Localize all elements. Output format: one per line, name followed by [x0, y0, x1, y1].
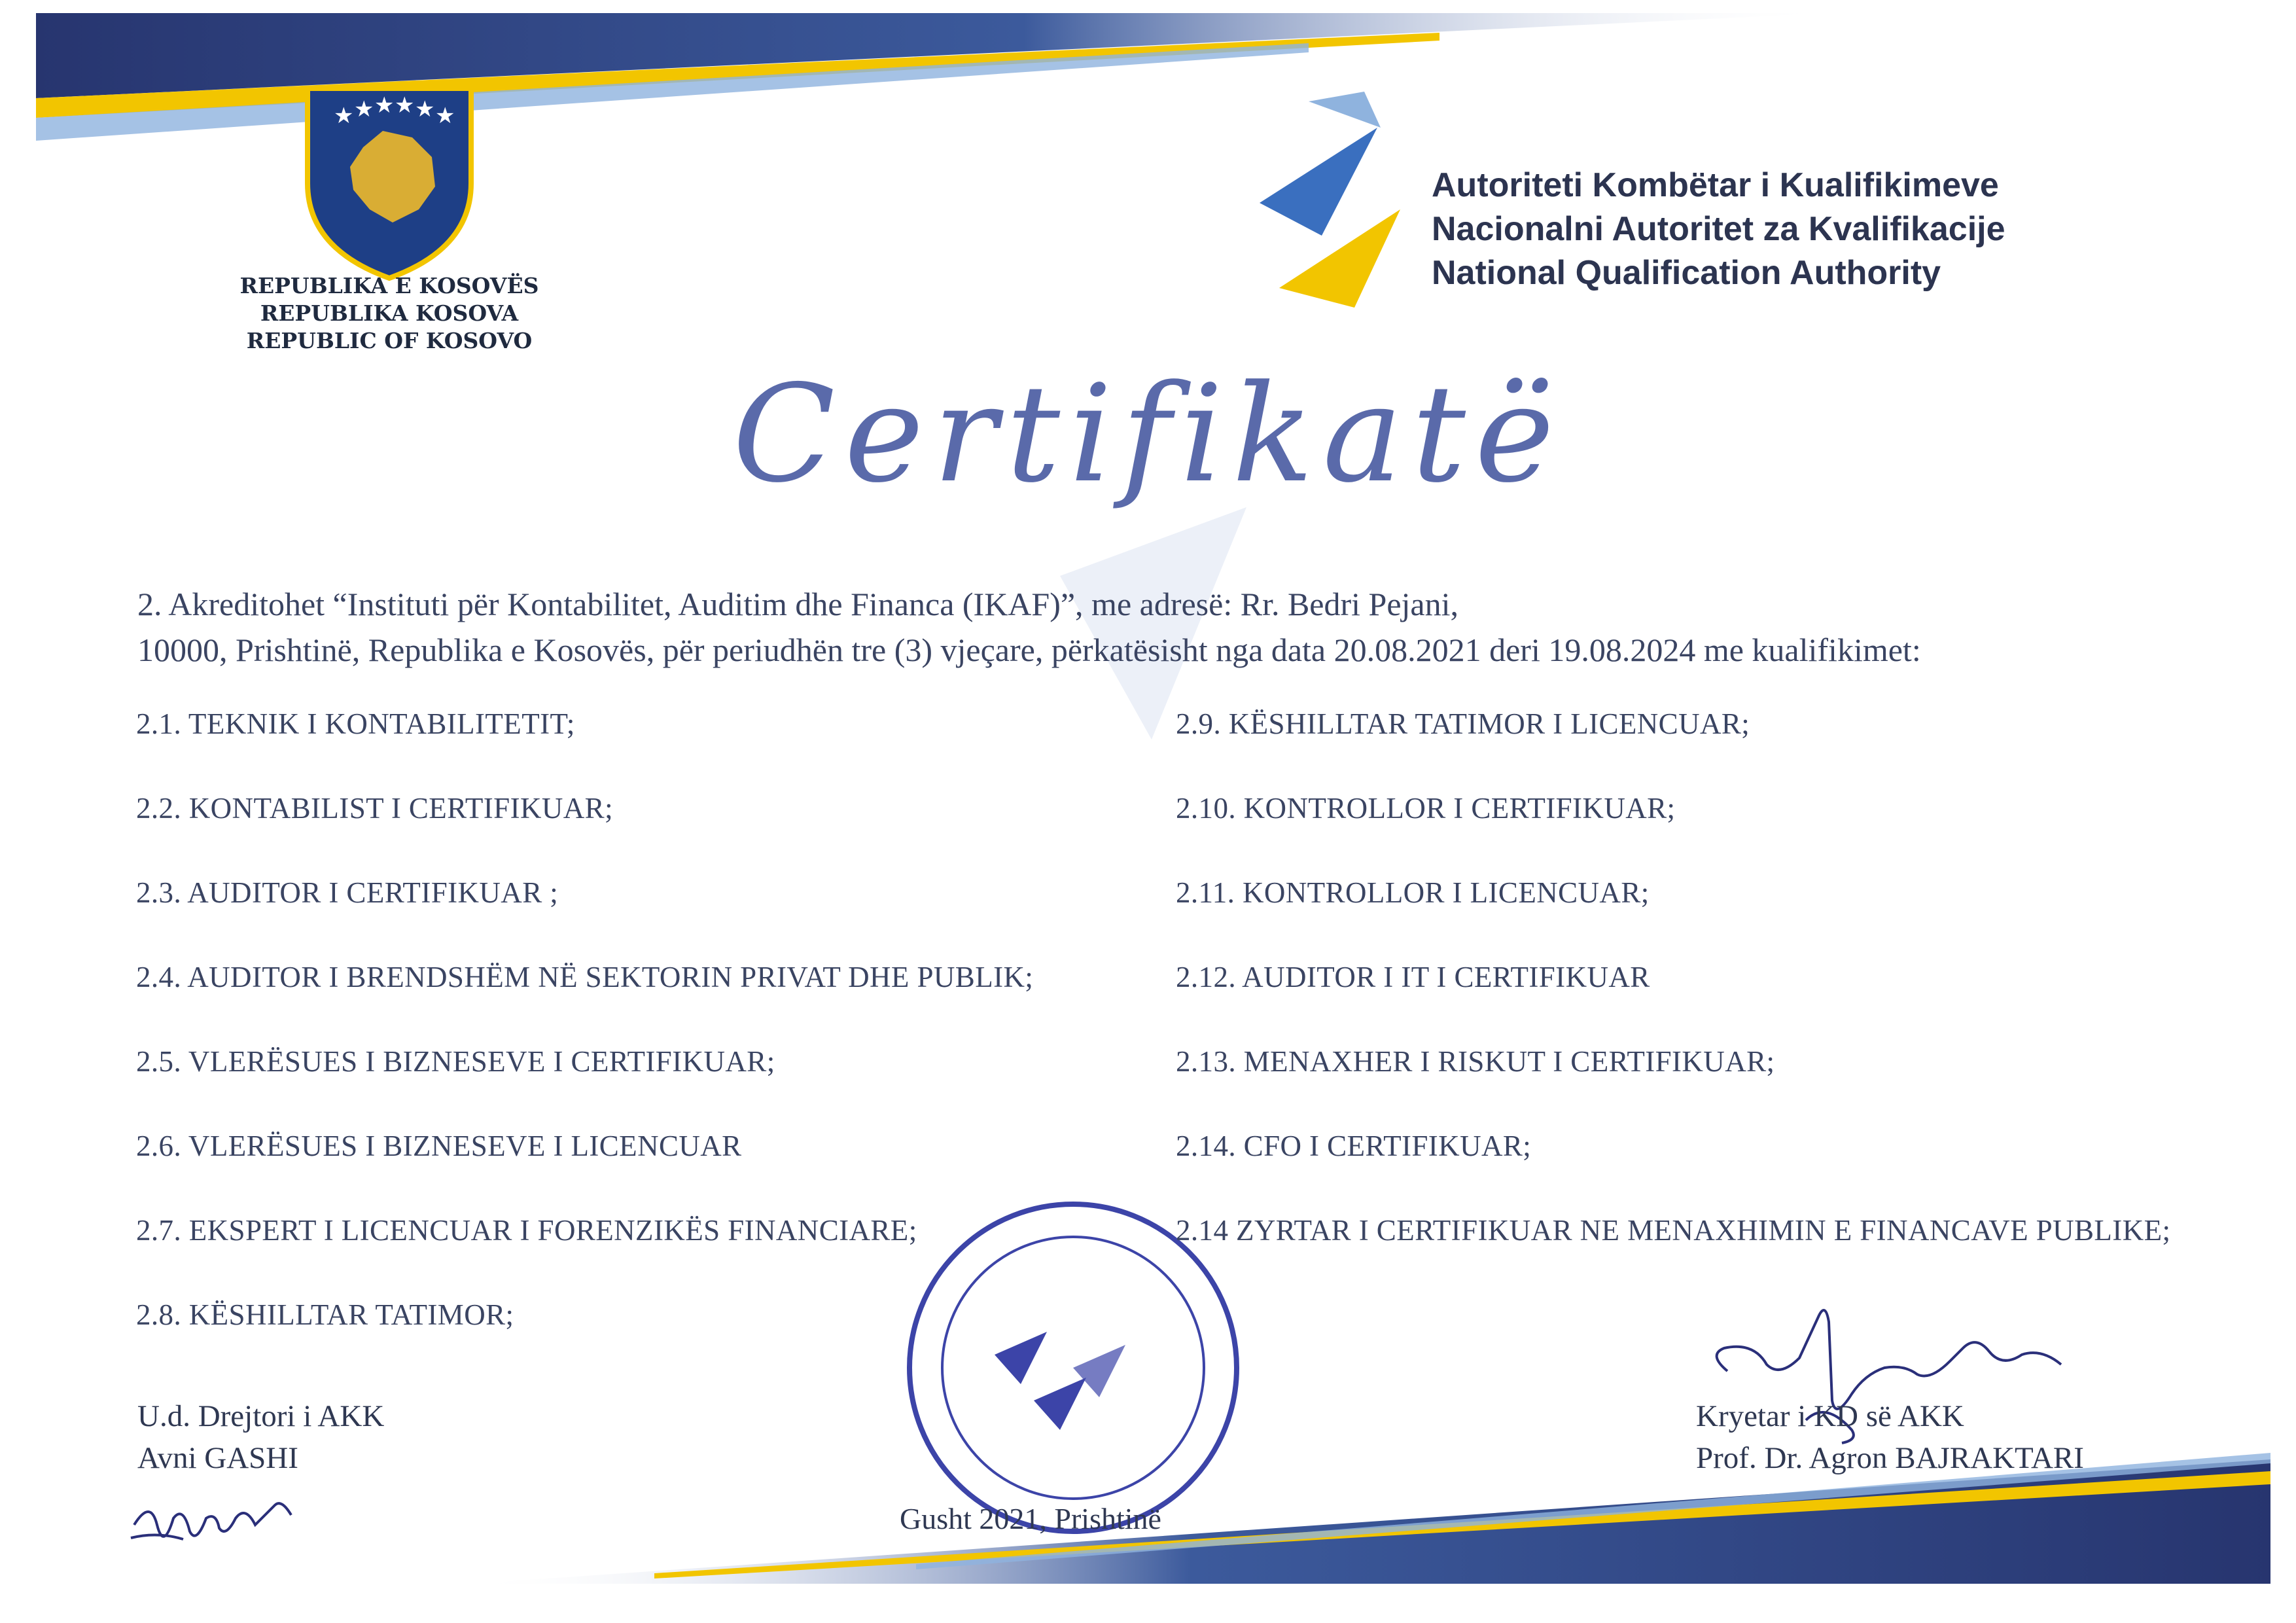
issue-date-place: Gusht 2021, Prishtinë	[900, 1502, 1161, 1535]
signatory-right-name: Prof. Dr. Agron BAJRAKTARI	[1696, 1441, 2084, 1475]
qualification-item: 2.4. AUDITOR I BRENDSHËM NË SEKTORIN PRIVAT DHE PUBLIK;	[136, 961, 1034, 993]
qualification-item: 2.13. MENAXHER I RISKUT I CERTIFIKUAR;	[1176, 1045, 1775, 1078]
qualification-item: 2.9. KËSHILLTAR TATIMOR I LICENCUAR;	[1176, 707, 1750, 740]
svg-text:★: ★	[354, 96, 374, 122]
authority-name-sq: Autoriteti Kombëtar i Kualifikimeve	[1432, 166, 1999, 204]
coat-of-arms-icon	[308, 88, 471, 278]
country-name-block	[216, 272, 563, 355]
country-name-sr: REPUBLIKA KOSOVA	[260, 300, 519, 326]
statement-line-1: 2. Akreditohet “Instituti për Kontabilitet, Auditim dhe Financa (IKAF)”, me adresë: Rr. Bedri Pejani,	[137, 586, 1459, 622]
signatory-right-role: Kryetar i KD së AKK	[1696, 1399, 1964, 1433]
country-name-sq: REPUBLIKA E KOSOVËS	[239, 273, 539, 298]
statement-line-2: 10000, Prishtinë, Republika e Kosovës, për periudhën tre (3) vjeçare, përkatësisht nga data 20.08.2021 deri 19.08.2024 me kualifikimet:	[137, 632, 1921, 668]
signatory-left	[137, 1395, 384, 1479]
authority-name-block	[1432, 164, 2005, 295]
accreditation-statement	[137, 581, 2231, 673]
qualification-item: 2.8. KËSHILLTAR TATIMOR;	[136, 1298, 514, 1331]
qualification-item: 2.11. KONTROLLOR I LICENCUAR;	[1176, 876, 1650, 909]
signatory-left-name: Avni GASHI	[137, 1441, 298, 1475]
svg-text:★: ★	[435, 103, 455, 129]
qualification-item: 2.5. VLERËSUES I BIZNESEVE I CERTIFIKUAR;	[136, 1045, 775, 1078]
authority-name-en: National Qualification Authority	[1432, 254, 1941, 292]
svg-text:★: ★	[395, 92, 415, 118]
certificate-title: Certifikatë	[732, 357, 1564, 512]
svg-text:★: ★	[374, 92, 395, 118]
qualification-item: 2.2. KONTABILIST I CERTIFIKUAR;	[136, 792, 613, 825]
qualification-item: 2.3. AUDITOR I CERTIFIKUAR ;	[136, 876, 559, 909]
qualification-item: 2.6. VLERËSUES I BIZNESEVE I LICENCUAR	[136, 1130, 742, 1162]
qualification-list-left	[136, 692, 1033, 1368]
signatory-right	[1696, 1395, 2084, 1479]
qualification-item: 2.14 ZYRTAR I CERTIFIKUAR NE MENAXHIMIN E FINANCAVE PUBLIKE;	[1176, 1214, 2171, 1247]
signatory-left-role: U.d. Drejtori i AKK	[137, 1399, 385, 1433]
svg-text:★: ★	[334, 103, 354, 129]
qualification-list-right	[1176, 692, 2170, 1283]
qualification-item: 2.1. TEKNIK I KONTABILITETIT;	[136, 707, 575, 740]
nqa-logo-icon	[1260, 92, 1400, 308]
authority-name-sr: Nacionalni Autoritet za Kvalifikacije	[1432, 210, 2005, 248]
country-name-en: REPUBLIC OF KOSOVO	[246, 328, 533, 353]
signature-left	[131, 1503, 291, 1539]
qualification-item: 2.14. CFO I CERTIFIKUAR;	[1176, 1130, 1532, 1162]
qualification-item: 2.7. EKSPERT I LICENCUAR I FORENZIKËS FINANCIARE;	[136, 1214, 917, 1247]
svg-text:★: ★	[415, 96, 435, 122]
qualification-item: 2.10. KONTROLLOR I CERTIFIKUAR;	[1176, 792, 1676, 825]
qualification-item: 2.12. AUDITOR I IT I CERTIFIKUAR	[1176, 961, 1650, 993]
